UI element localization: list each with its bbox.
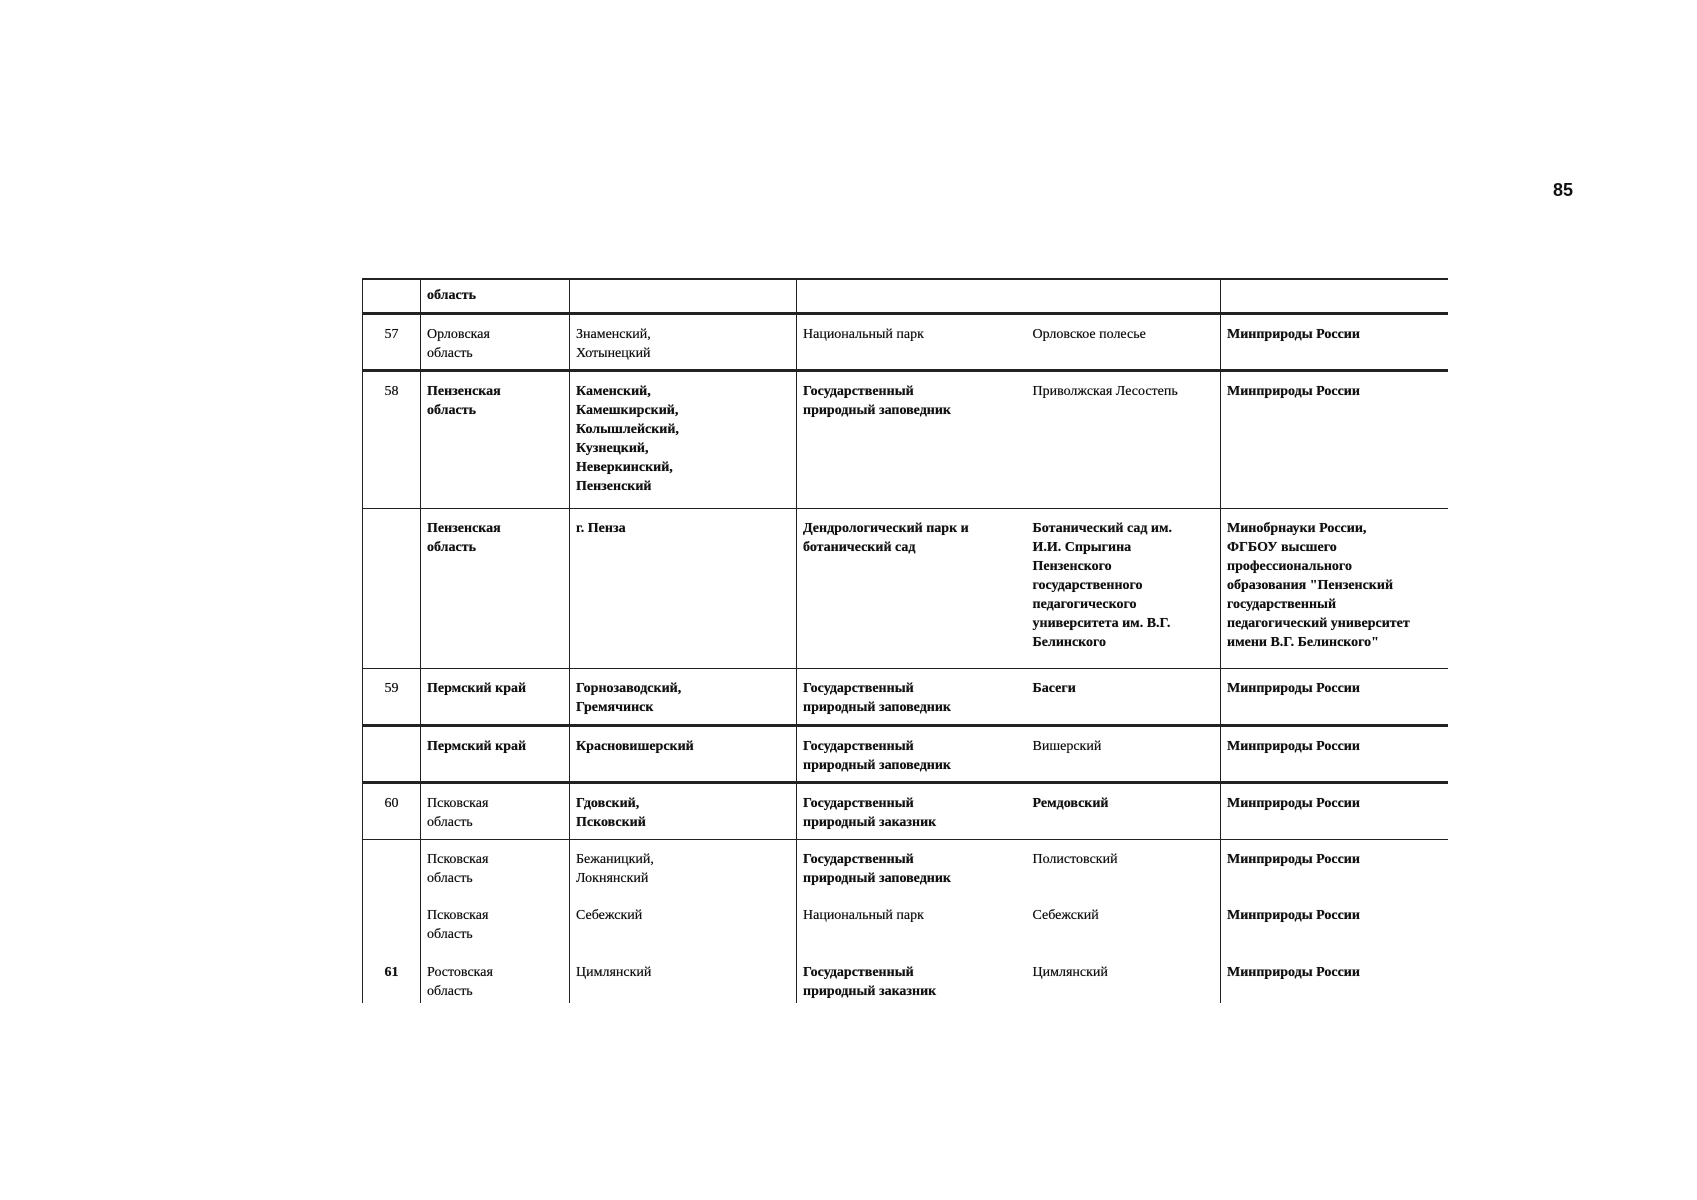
row-number [363,279,421,313]
authority-cell: Минприроды России [1221,782,1448,839]
name-cell: Себежский [1032,908,1099,923]
region-cell: Псковская область [421,782,570,839]
name-cell: Цимлянский [1032,965,1108,980]
authority-cell: Минприроды России [1221,668,1448,725]
category-cell: Национальный парк [797,896,1027,953]
name-cell [1027,279,1221,313]
category-cell: Национальный парк [797,313,1027,370]
category-cell [797,279,1027,313]
table-row [363,839,1448,896]
authority-cell: Минприроды России [1221,370,1448,508]
table-row [363,313,1448,370]
row-number [363,839,421,896]
table-row [363,668,1448,725]
category-cell: Государственный природный заповедник [797,725,1027,782]
table-row [363,725,1448,782]
region-cell: Пермский край [421,725,570,782]
district-cell: Себежский [570,896,797,953]
region-cell: Орловская область [421,313,570,370]
row-number [363,896,421,953]
authority-cell: Минприроды России [1221,953,1448,1003]
page-number: 85 [1553,180,1574,200]
district-cell: Красновишерский [570,725,797,782]
name-cell: Басеги [1027,668,1221,725]
category-cell: Государственный природный заказник [797,782,1027,839]
name-cell: Вишерский [1027,725,1221,782]
category-cell: Государственный природный заповедник [797,668,1027,725]
row-number: 58 [363,370,421,508]
table-row [363,782,1448,839]
authority-cell: Минприроды России [1221,839,1448,896]
name-cell: Орловское полесье [1027,313,1221,370]
district-cell: Цимлянский [570,953,797,1003]
district-cell: Знаменский, Хотынецкий [570,313,797,370]
authority-cell: Минприроды России [1221,313,1448,370]
category-cell: Государственный природный заказник [797,953,1027,1003]
row-number: 61 [363,953,421,1003]
table-row [363,508,1448,668]
category-cell: Государственный природный заповедник [797,370,1027,508]
region-cell: Псковская область [421,896,570,953]
district-cell: Бежаницкий, Локнянский [570,839,797,896]
table-row [363,370,1448,508]
protected-areas-table [362,278,1448,1003]
name-cell: Ремдовский [1027,782,1221,839]
district-cell [570,279,797,313]
authority-cell [1221,279,1448,313]
district-cell: Каменский, Камешкирский, Колышлейский, Кузнецкий, Неверкинский, Пензенский [570,370,797,508]
region-cell: область [421,279,570,313]
row-number [363,725,421,782]
district-cell: Горнозаводский, Гремячинск [570,668,797,725]
table-row [363,896,1448,953]
table-row [363,279,1448,313]
region-cell: Пензенская область [421,508,570,668]
name-cell: Приволжская Лесостепь [1027,370,1221,508]
category-cell: Государственный природный заповедник [797,839,1027,896]
row-number: 57 [363,313,421,370]
authority-cell: Минобрнауки России, ФГБОУ высшего профессионального образования "Пензенский государственный педагогический университет имени В.Г. Белинского" [1221,508,1448,668]
name-cell: Ботанический сад им. И.И. Спрыгина Пензенского государственного педагогического университета им. В.Г. Белинского [1027,508,1221,668]
district-cell: г. Пенза [570,508,797,668]
authority-cell: Минприроды России [1221,725,1448,782]
name-cell: Полистовский [1027,839,1221,896]
authority-cell: Минприроды России [1221,896,1448,953]
district-cell: Гдовский, Псковский [570,782,797,839]
row-number: 60 [363,782,421,839]
row-number: 59 [363,668,421,725]
category-cell: Дендрологический парк и ботанический сад [797,508,1027,668]
region-cell: Пензенская область [421,370,570,508]
table-row [363,953,1448,1003]
row-number [363,508,421,668]
region-cell: Пермский край [421,668,570,725]
region-cell: Псковская область [421,839,570,896]
region-cell: Ростовская область [421,953,570,1003]
